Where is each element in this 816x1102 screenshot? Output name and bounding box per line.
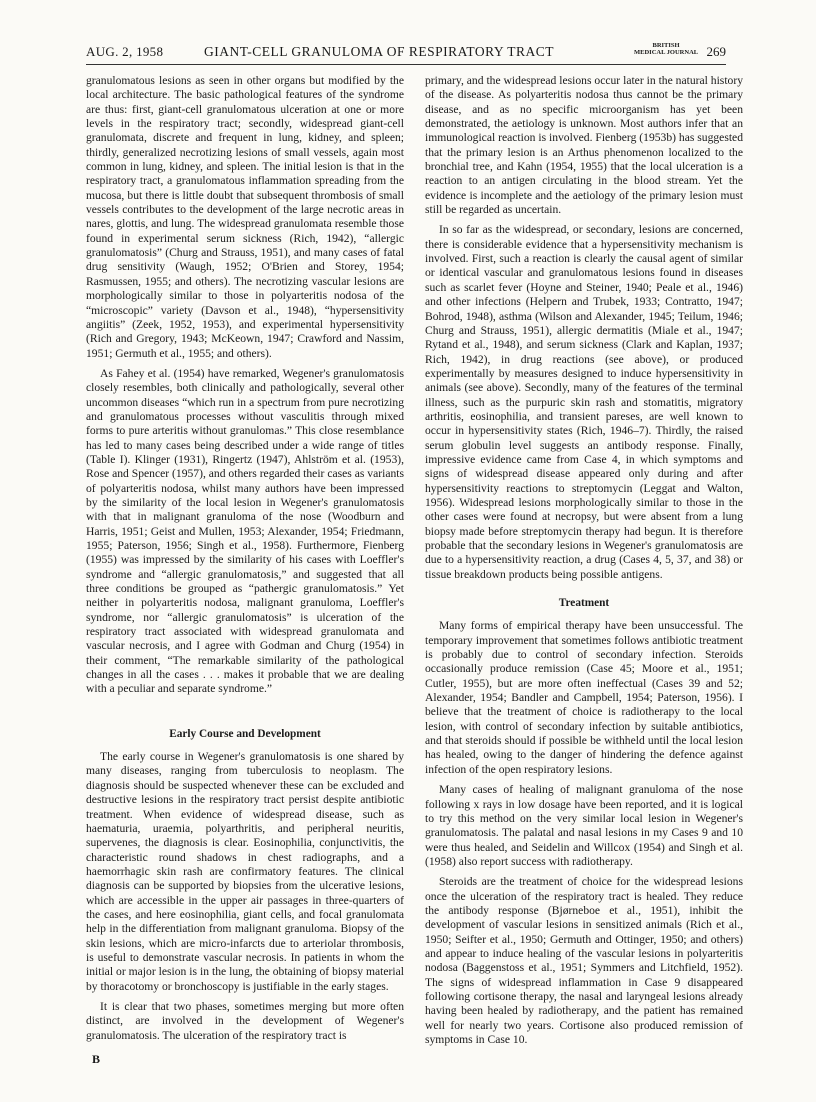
journal-name — [634, 42, 698, 56]
paragraph: As Fahey et al. (1954) have remarked, Wegener's granulomatosis closely resembles, both clinically and pathologically, several other uncommon diseases “which run in a spectrum from pure necrotizing and granulomatous processes without vasculitis through mixed forms to pure arteritis without granulomas.” This close resemblance has led to many cases being described under a wide range of titles (Table I). Klinger (1931), Ringertz (1947), Ahlström et al. (1953), Rose and Spencer (1957), and others regarded their cases as variants of polyarteritis nodosa, whilst many authors have been impressed by the similarity of the local lesion in Wegener's granulomatosis with that in malignant granuloma of the nose (Woodburn and Harris, 1951; Geist and Mullen, 1953; Alexander, 1954; Friedmann, 1955; Paterson, 1956; Singh et al., 1958). Furthermore, Fienberg (1955) was impressed by the similarity of his cases with Loeffler's syndrome and “allergic granulomatosis,” and suggested that all three conditions be grouped as “pathergic granulomatosis.” Yet neither in polyarteritis nodosa, malignant granuloma, Loeffler's syndrome, nor “allergic granulomatosis” is ulceration of the respiratory tract associated with widespread granulomata and vascular necrosis, and I agree with Godman and Churg (1954) in their comment, “The remarkable similarity of the pathological changes in all the cases . . . makes it probable that we are dealing with a peculiar and separate syndrome.” — [86, 366, 404, 696]
paragraph: granulomatous lesions as seen in other organs but modified by the local architecture. The basic pathological features of the syndrome are thus: first, giant-cell granulomatous ulceration at one or more levels in the respiratory tract; secondly, widespread giant-cell granulomata, discrete and frequent in lung, kidney, and spleen; thirdly, generalized necrotizing lesions of small vessels, again most common in lung, kidney, and spleen. The initial lesion is that in the respiratory tract, a granulomatous inflammation spreading from the mucosa, but there is little doubt that subsequent thrombosis of small vessels contributes to the development of the large necrotic areas in nares, glottis, and lung. The widespread granulomata resemble those found in experimental serum sickness (Rich, 1942), “allergic granulomatosis” (Churg and Strauss, 1951), and many cases of fatal drug sensitivity (Waugh, 1952; O'Brien and Storey, 1954; Rasmussen, 1955; and others). The necrotizing vascular lesions are morphologically similar to those in polyarteritis nodosa of the “microscopic” variety (Davson et al., 1948), “hypersensitivity angiitis” (Zeek, 1952, 1953), and experimental hypersensitivity (Rich and Gregory, 1943; McKeown, 1947; Crawford and Nassim, 1951; Germuth et al., 1955; and others). — [86, 74, 404, 360]
paragraph: Many cases of healing of malignant granuloma of the nose following x rays in low dosage have been reported, and it is logical to try this method on the very similar local lesion in Wegener's granulomatosis. The palatal and nasal lesions in my Cases 9 and 10 were thus healed, and Seidelin and Willcox (1954) and Singh et al. (1958) also report success with radiotherapy. — [425, 783, 743, 868]
page-number: 269 — [706, 44, 726, 59]
paragraph: Many forms of empirical therapy have been unsuccessful. The temporary improvement that sometimes follows antibiotic treatment is probably due to control of secondary infection. Steroids occasionally produce remission (Case 45; Moore et al., 1951; Cutler, 1955), but are more often ineffectual (Cases 39 and 52; Alexander, 1954; Bandler and Campbell, 1954; Paterson, 1956). I believe that the treatment of choice is radiotherapy to the local lesion, with control of secondary infection by suitable antibiotics, and that steroids should if possible be withheld until the local lesion has healed, owing to the danger of hindering the defence against infection of the open respiratory lesions. — [425, 619, 743, 776]
paragraph: The early course in Wegener's granulomatosis is one shared by many diseases, ranging from tuberculosis to neoplasm. The diagnosis should be suspected whenever these can be excluded and destructive lesions in the respiratory tract persist despite antibiotic treatment. When evidence of widespread disease, such as haematuria, uraemia, polyarthritis, and peripheral neuritis, supervenes, the diagnosis is clear. Eosinophilia, conjunctivitis, the characteristic round shadows in chest radiographs, and a haemorrhagic skin rash are confirmatory features. The clinical diagnosis can be supported by biopsies from the ulcerative lesions, which are accessible in the upper air passages in three-quarters of the cases, and here eosinophilia, giant cells, and focal granulomata help in the differentiation from malignant granuloma. Biopsy of the skin lesions, which are micro-infarcts due to arteriolar thrombosis, is useful to demonstrate vascular necrosis. In patients in whom the initial or major lesion is in the lung, the obtaining of biopsy material by thoracotomy or bronchoscopy is justifiable in the early stages. — [86, 750, 404, 993]
paragraph: It is clear that two phases, sometimes merging but more often distinct, are involved in the development of Wegener's granulomatosis. The ulceration of the respiratory tract is — [86, 999, 404, 1042]
issue-date: AUG. 2, 1958 — [86, 44, 164, 59]
paragraph: primary, and the widespread lesions occur later in the natural history of the disease. As polyarteritis nodosa thus cannot be the primary disease, and as no specific microorganism has yet been demonstrated, the aetiology is unknown. Most authors infer that an immunological reaction is involved. Fienberg (1953b) has suggested that the primary lesion is an Arthus phenomenon localized to the bronchial tree, and Kahn (1954, 1955) that the local ulceration is a reaction to an antigen circulating in the blood stream. Yet the evidence is incomplete and the aetiology of the primary lesion must still be regarded as uncertain. — [425, 74, 743, 217]
paragraph: In so far as the widespread, or secondary, lesions are concerned, there is considerable evidence that a hypersensitivity mechanism is involved. First, such a reaction is clearly the causal agent of similar or identical vascular and granulomatous lesions found in diseases such as scarlet fever (Hoyne and Steiner, 1940; Peale et al., 1946) and other infections (Helpern and Trubek, 1933; Contratto, 1947; Bohrod, 1948), asthma (Wilson and Alexander, 1945; Teilum, 1946; Churg and Strauss, 1951), allergic dermatitis (Miale et al., 1947; Rytand et al., 1948), and serum sickness (Clark and Kaplan, 1937; Rich, 1942), in drug reactions (see above), or produced experimentally by measures designed to induce hypersensitivity in animals (see above). Secondly, many of the features of the terminal illness, such as the purpuric skin rash and stomatitis, migratory arthritis, eosinophilia, and transient pareses, are well known to occur in hypersensitivity states (Rich, 1946–7). Thirdly, the raised serum globulin level suggests an antibody response. Finally, impressive evidence came from Case 4, in which symptoms and signs of widespread disease appeared only during and after hypersensitivity reactions to streptomycin (Leggat and Walton, 1956). Widespread lesions morphologically similar to those in the other cases were found at necropsy, but were absent from a lung biopsy made before streptomycin therapy had begun. It is therefore probable that the secondary lesions in Wegener's granulomatosis are due to a hypersensitivity reaction, a drug (Cases 4, 5, 37, and 38) or tissue breakdown products being possible antigens. — [425, 223, 743, 581]
paragraph: Steroids are the treatment of choice for the widespread lesions once the ulceration of the respiratory tract is healed. They reduce the antibody response (Bjørneboe et al., 1951), inhibit the development of vascular lesions in sensitized animals (Rich et al., 1950; Seifter et al., 1950; Germuth and Ottinger, 1950; and others) and appear to induce healing of the vascular lesions in polyarteritis nodosa (Baggenstoss et al., 1951; Symmers and Litchfield, 1952). The signs of widespread inflammation in Case 9 disappeared following cortisone therapy, the nasal and laryngeal lesions already having been healed by radiotherapy, and the patient has remained well for nearly two years. Cortisone also produced remission of symptoms in Case 10. — [425, 875, 743, 1046]
signature-mark: B — [92, 1052, 101, 1066]
running-header — [86, 40, 726, 65]
running-title: GIANT-CELL GRANULOMA OF RESPIRATORY TRACT — [204, 44, 555, 59]
section-heading-early-course: Early Course and Development — [169, 727, 321, 740]
right-column — [425, 74, 743, 1053]
section-heading-treatment: Treatment — [558, 597, 610, 610]
journal-name-line2: MEDICAL JOURNAL — [634, 49, 699, 56]
left-column — [86, 74, 404, 1049]
journal-name-line1: BRITISH — [652, 42, 680, 49]
